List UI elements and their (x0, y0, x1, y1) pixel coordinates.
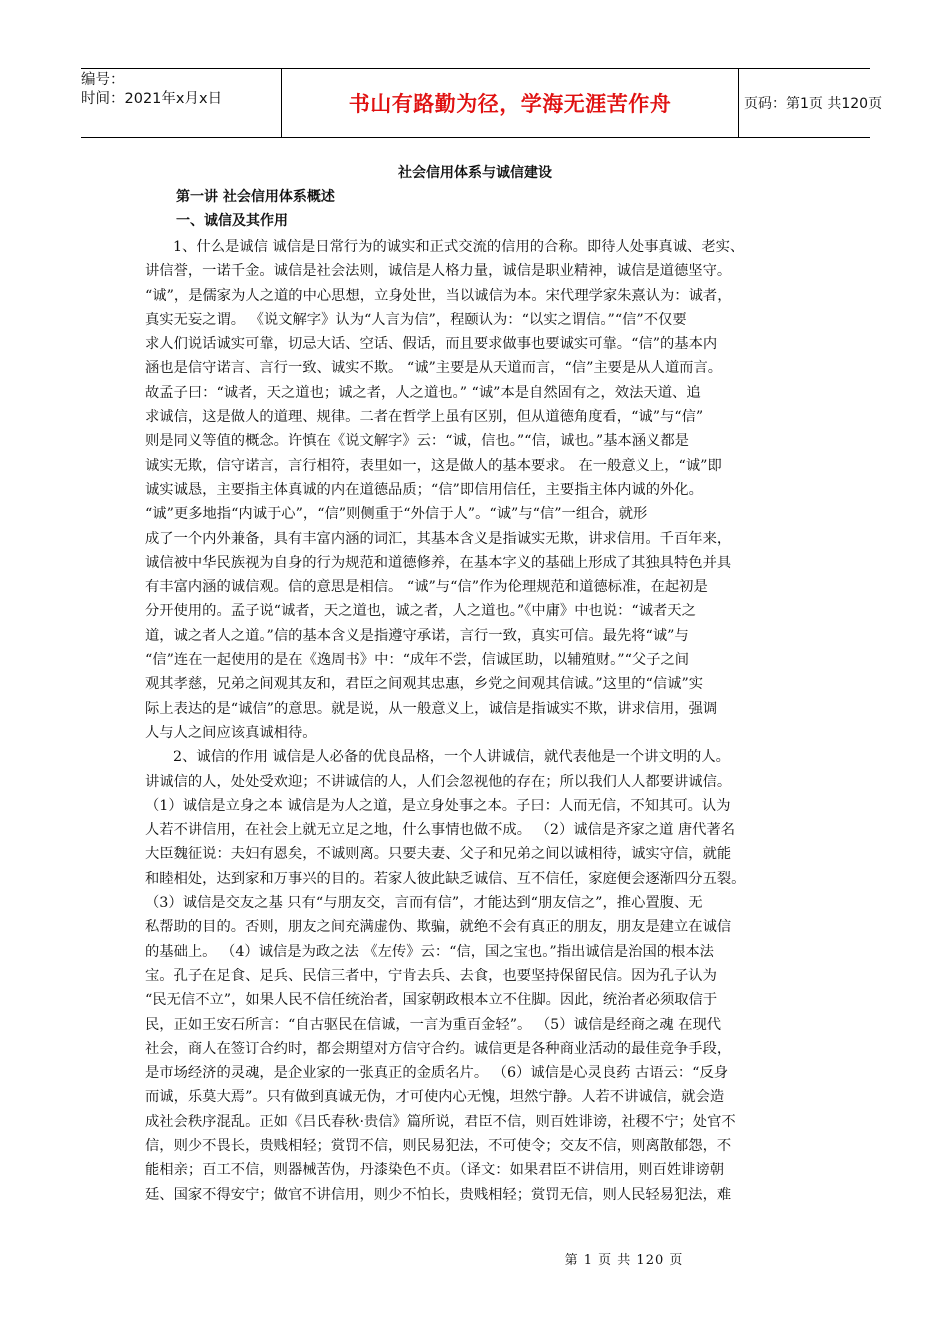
text-line: 能相亲；百工不信，则器械苦伪，丹漆染色不贞。（译文：如果君臣不讲信用，则百姓诽谤朝 (145, 1162, 725, 1179)
text-line: 分开使用的。孟子说“诚者，天之道也，诚之者，人之道也。”《中庸》中也说：“诚者天之 (145, 603, 696, 620)
text-line: 涵也是信守诺言、言行一致、诚实不欺。 “诚”主要是从天道而言，“信”主要是从人道而言。 (145, 360, 723, 377)
text-line: 成社会秩序混乱。正如《吕氏春秋·贵信》篇所说，君臣不信，则百姓诽谤，社稷不宁；处官不 (145, 1113, 736, 1130)
text-line: 则是同义等值的概念。许慎在《说文解字》云：“诚，信也。”“信，诚也。”基本涵义都是 (145, 433, 689, 450)
header-motto-cell (281, 69, 739, 137)
text-line: 道，诚之者人之道。”信的基本含义是指遵守承诺，言行一致，真实可信。最先将“诚”与 (145, 627, 689, 644)
text-line: 2、诚信的作用 诚信是人必备的优良品格，一个人讲诚信，就代表他是一个讲文明的人。 (173, 749, 730, 766)
text-line: 1、什么是诚信 诚信是日常行为的诚实和正式交流的信用的合称。即待人处事真诚、老实、 (173, 239, 745, 255)
text-line: 观其孝慈，兄弟之间观其友和，君臣之间观其忠惠，乡党之间观其信诚。”这里的“信诚”实 (145, 676, 704, 693)
text-line: 求诚信，这是做人的道理、规律。二者在哲学上虽有区别，但从道德角度看，“诚”与“信” (145, 409, 704, 426)
text-line: 信，则少不畏长，贵贱相轻；赏罚不信，则民易犯法，不可使令；交友不信，则离散郁怨，不 (145, 1137, 732, 1154)
number-label: 编号： (81, 72, 125, 88)
text-line: 故孟子曰：“诚者，天之道也；诚之者，人之道也。” “诚”本是自然固有之，效法天道、追 (145, 384, 701, 401)
text-line: 的基础上。 （4）诚信是为政之法 《左传》云：“信，国之宝也。”指出诚信是治国的根本法 (145, 943, 714, 960)
text-line: 诚信被中华民族视为自身的行为规范和道德修养，在基本字义的基础上形成了其独具特色并具 (145, 554, 732, 571)
lecture-heading: 第一讲 社会信用体系概述 (176, 189, 335, 205)
text-line: 廷、国家不得安宁；做官不讲信用，则少不怕长，贵贱相轻；赏罚无信，则人民轻易犯法，难 (145, 1186, 732, 1203)
text-line: 成了一个内外兼备，具有丰富内涵的词汇，其基本含义是指诚实无欺，讲求信用。千百年来， (145, 530, 732, 547)
text-line: 是市场经济的灵魂，是企业家的一张真正的金质名片。 （6）诚信是心灵良药 古语云：“反身 (145, 1065, 729, 1082)
text-line: 诚实诚恳，主要指主体真诚的内在道德品质；“信”即信用信任，主要指主体内诚的外化。 (145, 481, 703, 498)
text-line: 和睦相处，达到家和万事兴的目的。若家人彼此缺乏诚信、互不信任，家庭便会逐渐四分五裂。 (145, 870, 746, 887)
section-heading: 一、诚信及其作用 (176, 213, 288, 229)
text-line: 讲诚信的人，处处受欢迎；不讲诚信的人，人们会忽视他的存在；所以我们人人都要讲诚信。 (145, 773, 732, 790)
text-line: 人若不讲信用，在社会上就无立足之地，什么事情也做不成。 （2）诚信是齐家之道 唐代著名 (145, 822, 736, 839)
text-line: （1）诚信是立身之本 诚信是为人之道，是立身处事之本。子曰：人而无信，不知其可。认为 (145, 797, 731, 814)
text-line: 际上表达的是“诚信”的意思。就是说，从一般意义上，诚信是指诚实不欺，讲求信用，强调 (145, 700, 718, 717)
header-table (81, 68, 883, 138)
text-line: 民，正如王安石所言：“自古驱民在信诚，一言为重百金轻”。 （5）诚信是经商之魂 在现代 (145, 1016, 722, 1033)
text-line: （3）诚信是交友之基 只有“与朋友交，言而有信”，才能达到“朋友信之”，推心置腹、无 (145, 895, 703, 912)
header-page-info: 页码：第1页 共120页 (744, 96, 883, 112)
text-line: “诚”，是儒家为人之道的中心思想，立身处世，当以诚信为本。宋代理学家朱熹认为：诚者， (145, 287, 732, 304)
text-line: “信”连在一起使用的是在《逸周书》中：“成年不尝，信诚匡助，以辅殖财。”“父子之间 (145, 652, 690, 669)
text-line: “民无信不立”，如果人民不信任统治者，国家朝政根本立不住脚。因此，统治者必须取信于 (145, 992, 718, 1009)
text-line: 求人们说话诚实可靠，切忌大话、空话、假话，而且要求做事也要诚实可靠。“信”的基本内 (145, 336, 718, 353)
header-meta (81, 69, 281, 139)
motto-text: 书山有路勤为径，学海无涯苦作舟 (348, 92, 672, 116)
text-line: 社会，商人在签订合约时，都会期望对方信守合约。诚信更是各种商业活动的最佳竞争手段， (145, 1040, 732, 1057)
text-line: 诚实无欺，信守诺言，言行相符，表里如一，这是做人的基本要求。 在一般意义上，“诚”即 (145, 457, 722, 474)
text-line: 大臣魏征说：夫妇有恩矣，不诚则离。只要夫妻、父子和兄弟之间以诚相待，诚实守信，就能 (145, 846, 732, 863)
text-line: 讲信誉，一诺千金。诚信是社会法则，诚信是人格力量，诚信是职业精神，诚信是道德坚守。 (145, 263, 732, 280)
text-line: 有丰富内涵的诚信观。信的意思是相信。 “诚”与“信”作为伦理规范和道德标准，在起初是 (145, 579, 708, 596)
body-text (145, 235, 807, 1207)
text-line: 私帮助的目的。否则，朋友之间充满虚伪、欺骗，就绝不会有真正的朋友，朋友是建立在诚信 (145, 919, 732, 936)
document-title: 社会信用体系与诚信建设 (398, 165, 552, 181)
text-line: 而诚，乐莫大焉”。只有做到真诚无伪，才可使内心无愧，坦然宁静。人若不讲诚信，就会造 (145, 1089, 725, 1106)
text-line: “诚”更多地指“内诚于心”，“信”则侧重于“外信于人”。“诚”与“信”一组合，就形 (145, 506, 648, 523)
text-line: 真实无妄之谓。 《说文解字》认为“人言为信”，程颐认为：“以实之谓信。”“信”不仅要 (145, 311, 687, 328)
text-line: 宝。孔子在足食、足兵、民信三者中，宁肯去兵、去食，也要坚持保留民信。因为孔子认为 (145, 967, 717, 984)
page-footer: 第 1 页 共 120 页 (564, 1253, 684, 1268)
text-line: 人与人之间应该真诚相待。 (145, 724, 317, 741)
time-label: 时间：2021年x月x日 (81, 91, 223, 107)
